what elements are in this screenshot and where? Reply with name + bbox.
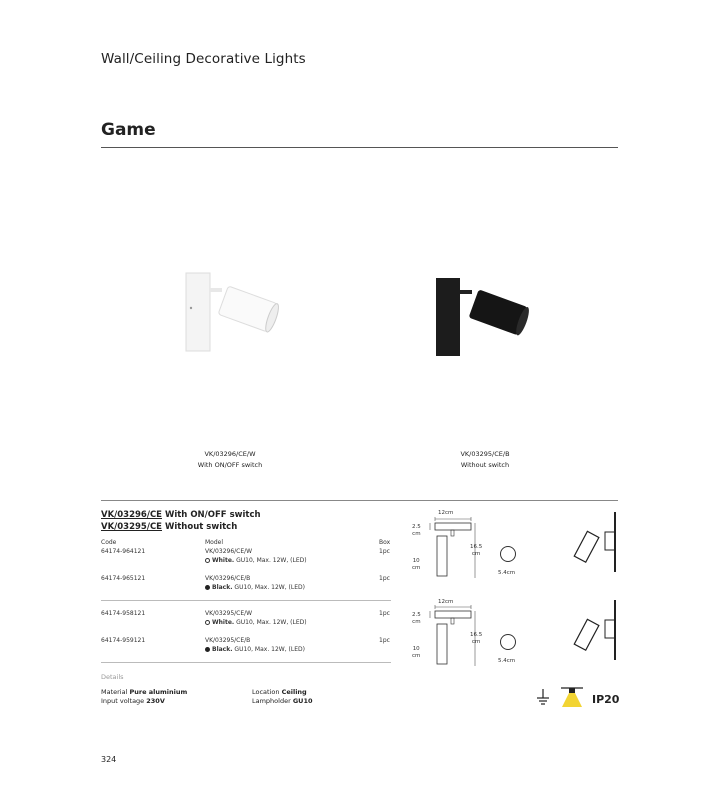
spec-divider-top [101, 500, 618, 501]
column-header-box: Box [379, 539, 391, 546]
row-box: 1pc [379, 575, 390, 582]
dim-unit: cm [412, 653, 421, 659]
spec-material [101, 688, 187, 697]
dim-unit: cm [471, 551, 481, 557]
model-desc [205, 645, 305, 654]
product-image-black [432, 275, 542, 360]
product-subtitle: With ON/OFF switch [197, 461, 263, 469]
model-name: VK/03295/CE/B [205, 637, 251, 644]
color-label: White. [212, 557, 235, 564]
spec-label: Location [252, 688, 282, 696]
dim-value: 10 [412, 646, 420, 652]
column-header-model: Model [205, 539, 224, 546]
spec-heading-text: With ON/OFF switch [162, 510, 261, 520]
spec-value: Ceiling [281, 688, 307, 696]
row-code: 64174-958121 [101, 610, 146, 617]
dim-diameter: 5.4cm [498, 570, 516, 576]
spec-heading-code: VK/03295/CE [101, 522, 162, 532]
spec-material-voltage [101, 688, 187, 706]
diameter-circle-icon [499, 545, 517, 563]
product-caption-white [170, 449, 290, 471]
ceiling-lamp-icon [560, 686, 584, 708]
row-divider [101, 600, 391, 601]
dim-total-height [470, 544, 482, 558]
side-view-drawing-1 [565, 510, 620, 575]
product-caption-black [425, 449, 545, 471]
model-desc [205, 556, 307, 565]
dim-small-height [412, 612, 421, 626]
model-desc [205, 583, 305, 592]
row-model [205, 574, 305, 592]
dim-unit: cm [471, 639, 481, 645]
row-box: 1pc [379, 637, 390, 644]
row-code: 64174-965121 [101, 575, 146, 582]
ip-rating: IP20 [592, 693, 620, 706]
dim-width: 12cm [438, 510, 454, 516]
row-code: 64174-964121 [101, 548, 146, 555]
row-box: 1pc [379, 610, 390, 617]
side-view-drawing-2 [565, 598, 620, 663]
column-header-code: Code [101, 539, 117, 546]
page-number: 324 [101, 755, 117, 764]
black-dot-icon [205, 647, 210, 652]
model-name: VK/03295/CE/W [205, 610, 253, 617]
spec-value: GU10 [292, 697, 313, 705]
row-code: 64174-959121 [101, 637, 146, 644]
dim-small-height [412, 524, 421, 538]
model-name: VK/03296/CE/W [205, 548, 253, 555]
desc-text: GU10, Max. 12W, (LED) [232, 646, 305, 653]
dim-value: 16.5 [470, 544, 483, 550]
row-box: 1pc [379, 548, 390, 555]
spec-label: Lampholder [252, 697, 293, 705]
dim-value: 10 [412, 558, 420, 564]
model-desc [205, 618, 307, 627]
dim-body-height [412, 558, 420, 572]
product-image-white [180, 268, 290, 358]
row-model [205, 609, 307, 627]
desc-text: GU10, Max. 12W, (LED) [234, 619, 307, 626]
color-label: Black. [212, 584, 233, 591]
spec-value: Pure aluminium [129, 688, 188, 696]
spec-heading-text: Without switch [162, 522, 238, 532]
row-model [205, 636, 305, 654]
row-model [205, 547, 307, 565]
dim-total-height [470, 632, 482, 646]
dim-unit: cm [412, 565, 421, 571]
color-label: White. [212, 619, 235, 626]
white-dot-icon [205, 620, 210, 625]
dim-unit: cm [412, 531, 421, 537]
dim-value: 2.5 [412, 524, 421, 530]
color-label: Black. [212, 646, 233, 653]
spec-heading-2 [101, 522, 237, 532]
earth-ground-icon [536, 688, 550, 706]
dim-diameter: 5.4cm [498, 658, 516, 664]
product-code: VK/03295/CE/B [460, 450, 510, 458]
product-code: VK/03296/CE/W [204, 450, 256, 458]
row-divider [101, 662, 391, 663]
spec-label: Material [101, 688, 130, 696]
spec-location-lampholder [252, 688, 313, 706]
spec-value: 230V [146, 697, 165, 705]
category-title: Wall/Ceiling Decorative Lights [101, 51, 306, 67]
title-divider [101, 147, 618, 148]
white-dot-icon [205, 558, 210, 563]
dim-value: 16.5 [470, 632, 483, 638]
dim-body-height [412, 646, 420, 660]
dim-width: 12cm [438, 599, 454, 605]
black-dot-icon [205, 585, 210, 590]
desc-text: GU10, Max. 12W, (LED) [234, 557, 307, 564]
diameter-circle-icon [499, 633, 517, 651]
spec-heading-1 [101, 510, 261, 520]
dim-unit: cm [412, 619, 421, 625]
spec-heading-code: VK/03296/CE [101, 510, 162, 520]
page-title: Game [101, 120, 156, 140]
dim-value: 2.5 [412, 612, 421, 618]
desc-text: GU10, Max. 12W, (LED) [232, 584, 305, 591]
model-name: VK/03296/CE/B [205, 575, 251, 582]
details-label: Details [101, 673, 124, 681]
spec-label: Input voltage [101, 697, 147, 705]
spec-location [252, 688, 313, 697]
product-subtitle: Without switch [460, 461, 510, 469]
spec-voltage [101, 697, 187, 706]
spec-lampholder [252, 697, 313, 706]
